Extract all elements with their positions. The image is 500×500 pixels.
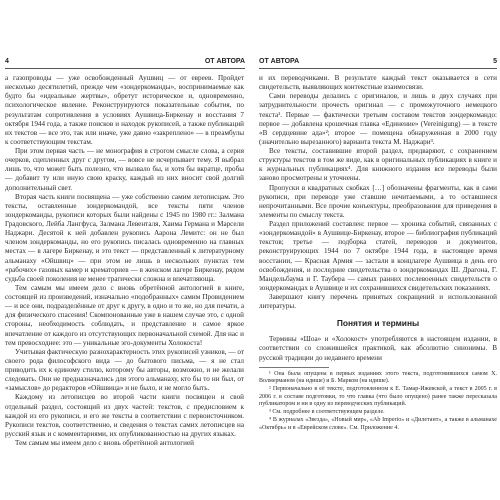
right-paragraph-1: и их переводчиками. В результате каждый текст оказывается в сети свидетельств, выявляющих контекстные взаимосвязи. — [259, 74, 497, 92]
right-page-number: 5 — [493, 58, 497, 65]
right-page — [252, 0, 500, 500]
section-title-concepts-and-terms: Понятия и термины — [336, 318, 420, 329]
footnote-1: ¹ Она была опущена в первых изданиях этого текста, подготовившихся самом Х. Волмерманом (на идише) и Б. Марком (на идише). — [259, 370, 497, 385]
footnote-4: ⁴ В журналах «Звезда», «Новый мир», «Ab Imperio» и «Дилетант», а также в альманахе «Октябрь» и в «Еврейском слове». См. Приложение 4. — [259, 416, 497, 431]
right-header-rule — [259, 68, 497, 69]
right-paragraph-3: Все тексты, составившие второй раздел, предваряют, с сохранением структуры текстов в том же виде, как в оригинальных публикациях в книге и к журнальных публикациях⁴. Для книжного издания все переводы были заново просмотрены и уточнены. — [259, 147, 497, 183]
left-page-header — [5, 57, 245, 67]
right-page-header — [259, 57, 497, 67]
left-header-rule — [5, 68, 245, 69]
footnote-2: ² Первоначально в её тексте, подготовленном к Е. Тамар-Ижевской, а текст в 2005 г. в 2006 г. в составе подготовки, то что главка (что было опущено) ранее также пересказала публикатором и ни в одну из переводческих публикаций. — [259, 386, 497, 408]
left-paragraph-2: При этом первая часть — не монография в строгом смысле слова, а серия очерков, сцепленных друг с другом, — вовсе не исчерпывает тему. Я выбрал лишь то, что может быть полезно, что вызвало бы, и хотя бы вкратце, пробы — добавит ту или иную свою краску, каждый из них вносит свой долгий дополнительный свет. — [5, 147, 244, 192]
left-paragraph-1: а газопроводы — уже освобожденный Аушвиц — от евреев. Пройдет несколько десятилетий, прежде чем «зондеркоманды», воспринимаемые как будто бы «идеальные жертвы», обретут историческое и, одновременно, психологическое явление. Реконструируются показательные события, по результатам сопротивления в условиях Аушвица-Биркенау и восстания 7 октября 1944 года, а также поисков и находок рукописей, а также публикаций их текстов — все это, так или иначе, уже давно «закреплено» — в преамбулы к соответствующим текстам. — [5, 74, 244, 146]
right-running-head: ОТ АВТОРА — [259, 58, 300, 65]
left-paragraph-3: Вторая часть книги посвящена — уже собственно самим летописцам. Это тексты, оставленные зондеркомандой, все тексты пяти членов зондеркоманды, рукописи которых были найдены с 1945 по 1980 гг.: Залмана Градовского, Лейба Лангфуса, Залмана Левенталя, Хаима Германа и Марсели Наджари. Десятой к ней добавлен рукопись Аарона Лемитс: он не был членом зондеркоманды, но его рукопись писалась одновременно на главных местах — в лагере Биркенау, и это текст — представленный к литературному альманаху «Ойшвиц» — при этом не лишь в нескольких пунктах тем «рабочих» газовых камер и крематориев — в женском лагере Биркенау, рядом судьба своей поколения не менее трагически сложна и впечатляюща. — [5, 192, 244, 283]
right-paragraph-2: Сами переводы делались с оригиналов, и лишь в двух случаях при затруднительности прочесть оригинал — с промежуточного немецкого текста¹. Первые — фактически третьим составом текстов зондеркомандо: первое — добавлена крошечная главка «Единение» (Vereinigung) — в тексте «В сердцевине ада»²; второе — помещена обнаруженная в 2000 году (значительно вырезанного) варианта текста М. Наджари³. — [259, 92, 497, 146]
footnotes — [259, 371, 497, 433]
left-paragraph-6: Каждому из летописцев во второй части книги посвящен и свой отдельный раздел, состоящий из двух частей: текстов, с предисловием к каждой из его рукописи, и его же тексты в соответствии с первоисточником. Рукописи текстов, соответственно, и сведения о текстах самих летописцев на русский язык и с комментариями, их опубликованностью на других языках. — [5, 393, 244, 438]
terms-paragraph: Термины «Шоа» и «Холокост» употребляются в настоящем издании, в соответствии со сложившейся практикой, как абсолютно синонимы. В русской традиции до недавнего времени — [259, 335, 497, 362]
left-body-text — [5, 74, 244, 448]
left-paragraph-5: Учитывая фактическую разнохарактерность этих рукописей узников, — от своего рода философского вида — до бытового письма, — я не стал приводить их к единому стилю, которому бы авторы, возможно, и не желали следовать. Они не предназначались для этого альманаху, кто бы то ни был, от «замыслов» до редакторов «Ойшвица» и не было, и не могло быть. — [5, 347, 244, 393]
right-body-text — [259, 74, 497, 432]
right-paragraph-5: Раздел приложений составлен: первое — хроника событий, связанных с «зондеркомандой» в Аушвице-Биркенау, второе — библиография публикаций текстов; третье — подборка статей, переводов и документов, реконструирующих 1944 по 7 октябре 1944 года, в настоящее время восстании, — Красная Армия — застали в концлагере Аушвица в день его освобождения, и последние свидетельства о зондеркомандах Ш. Драгона, Г. Мандельбаума и Г. Таубера — самых ранних послевоенных свидетельств о зондеркомандах в Аушвице и их сохранившихся свидетельских показаниях. — [259, 220, 497, 292]
right-paragraph-4: Пропуски в квадратных скобках […] обозначены фрагменты, как в сами рукописи, при переводе уже ставшие нечитаемыми, а то оставшиеся непрочитанными. Все прочие конъектуры, преобразования для приведения в элементы по смыслу текста. — [259, 183, 497, 219]
left-running-head: ОТ АВТОРА — [204, 58, 245, 65]
left-paragraph-4: Тем самым мы имеем дело с вновь обретённой антологией в книге, состоящей из произведений, изначально «подобранных» самим Провидением — и все они, подразделённые от друг к другу, в одно и то же, но для печати, а для физического спасения! Скомпонованные уже в нашем случае это, с одной стороны, необходимость соблюдать, и представление и самое яркое впечатление от каждого из отсутствующих первоначальной схемой. Для нас и тем превосходнее: это — уникальные эго-документы Холокоста! — [5, 283, 244, 347]
right-paragraph-6: Завершают книгу перечень принятых сокращений и использованной литературы. — [259, 293, 497, 311]
left-page-number: 4 — [5, 58, 9, 65]
footnote-separator — [259, 367, 329, 368]
left-paragraph-7: Тем самым мы имеем дело с вновь обретённой антологией — [15, 439, 194, 447]
footnote-3: ³ См. подробнее в соответствующем разделе. — [269, 409, 385, 416]
